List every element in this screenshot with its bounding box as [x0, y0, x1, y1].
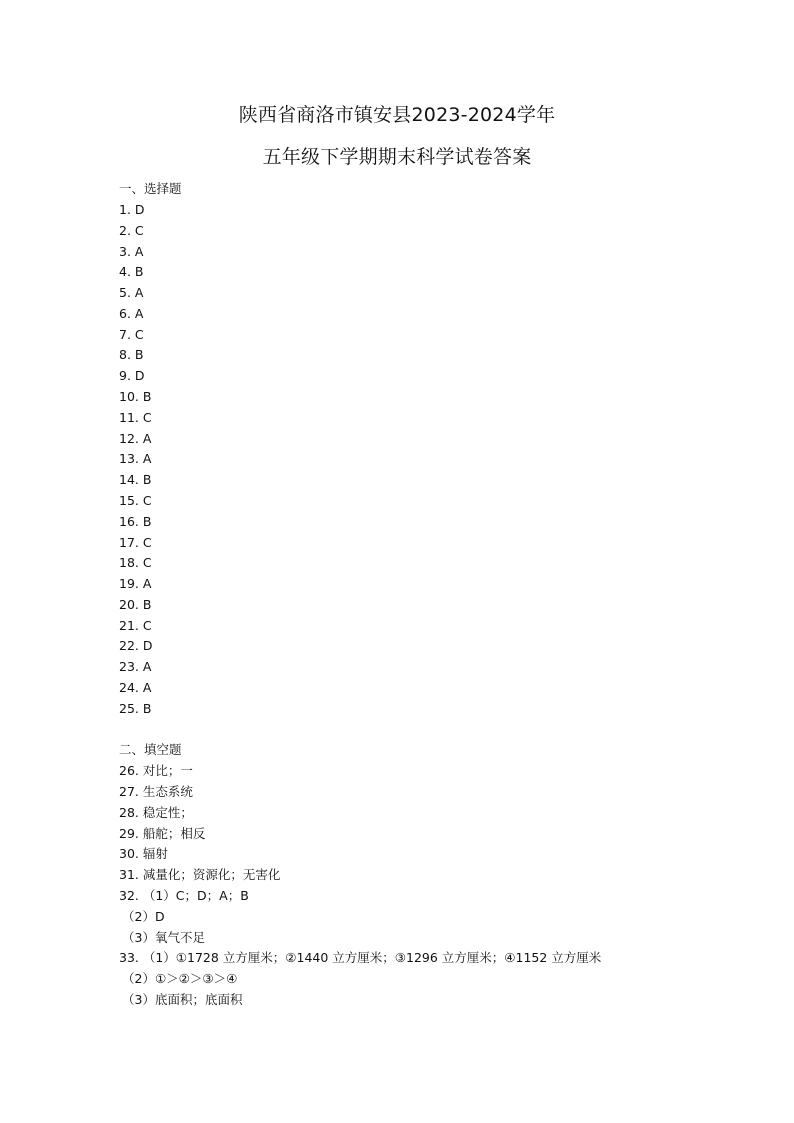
answer-item-10: 10. B	[119, 389, 152, 404]
answer-item-32-part-2: （2）D	[122, 909, 165, 924]
answer-item-17: 17. C	[119, 535, 152, 550]
answer-item-11: 11. C	[119, 410, 152, 425]
answer-item-18: 18. C	[119, 555, 152, 570]
answer-item-16: 16. B	[119, 514, 152, 529]
answer-item-3: 3. A	[119, 244, 144, 259]
answer-item-23: 23. A	[119, 659, 152, 674]
answer-item-32-part-1: 32. （1）C；D；A；B	[119, 888, 249, 903]
answer-item-8: 8. B	[119, 347, 144, 362]
answer-item-2: 2. C	[119, 223, 144, 238]
answer-item-24: 24. A	[119, 680, 152, 695]
answer-item-19: 19. A	[119, 576, 152, 591]
section-heading-fill-in: 二、填空题	[119, 742, 182, 757]
answer-item-1: 1. D	[119, 202, 145, 217]
answer-item-15: 15. C	[119, 493, 152, 508]
answer-item-4: 4. B	[119, 264, 144, 279]
answer-item-14: 14. B	[119, 472, 152, 487]
answer-item-21: 21. C	[119, 618, 152, 633]
answer-item-7: 7. C	[119, 327, 144, 342]
section-heading-choice: 一、选择题	[119, 181, 182, 196]
answer-item-22: 22. D	[119, 638, 153, 653]
answer-item-27: 27. 生态系统	[119, 784, 193, 799]
answer-item-30: 30. 辐射	[119, 846, 168, 861]
answer-item-25: 25. B	[119, 701, 152, 716]
answer-item-5: 5. A	[119, 285, 144, 300]
answer-item-31: 31. 减量化；资源化；无害化	[119, 867, 281, 882]
answer-item-26: 26. 对比；一	[119, 763, 193, 778]
answer-item-33-part-2: （2）①＞②＞③＞④	[122, 971, 238, 986]
answer-item-9: 9. D	[119, 368, 145, 383]
answer-item-33-part-3: （3）底面积；底面积	[122, 992, 243, 1007]
answer-item-32-part-3: （3）氧气不足	[122, 930, 205, 945]
answer-item-6: 6. A	[119, 306, 144, 321]
answer-item-12: 12. A	[119, 431, 152, 446]
answer-item-20: 20. B	[119, 597, 152, 612]
answer-item-28: 28. 稳定性；	[119, 805, 193, 820]
document-title-line-2: 五年级下学期期末科学试卷答案	[262, 146, 532, 168]
document-title-line-1: 陕西省商洛市镇安县2023-2024学年	[238, 104, 556, 126]
answer-item-33-part-1: 33. （1）①1728 立方厘米；②1440 立方厘米；③1296 立方厘米；④1152 立方厘米	[119, 950, 602, 965]
answer-item-13: 13. A	[119, 451, 152, 466]
answer-item-29: 29. 船舵；相反	[119, 826, 206, 841]
